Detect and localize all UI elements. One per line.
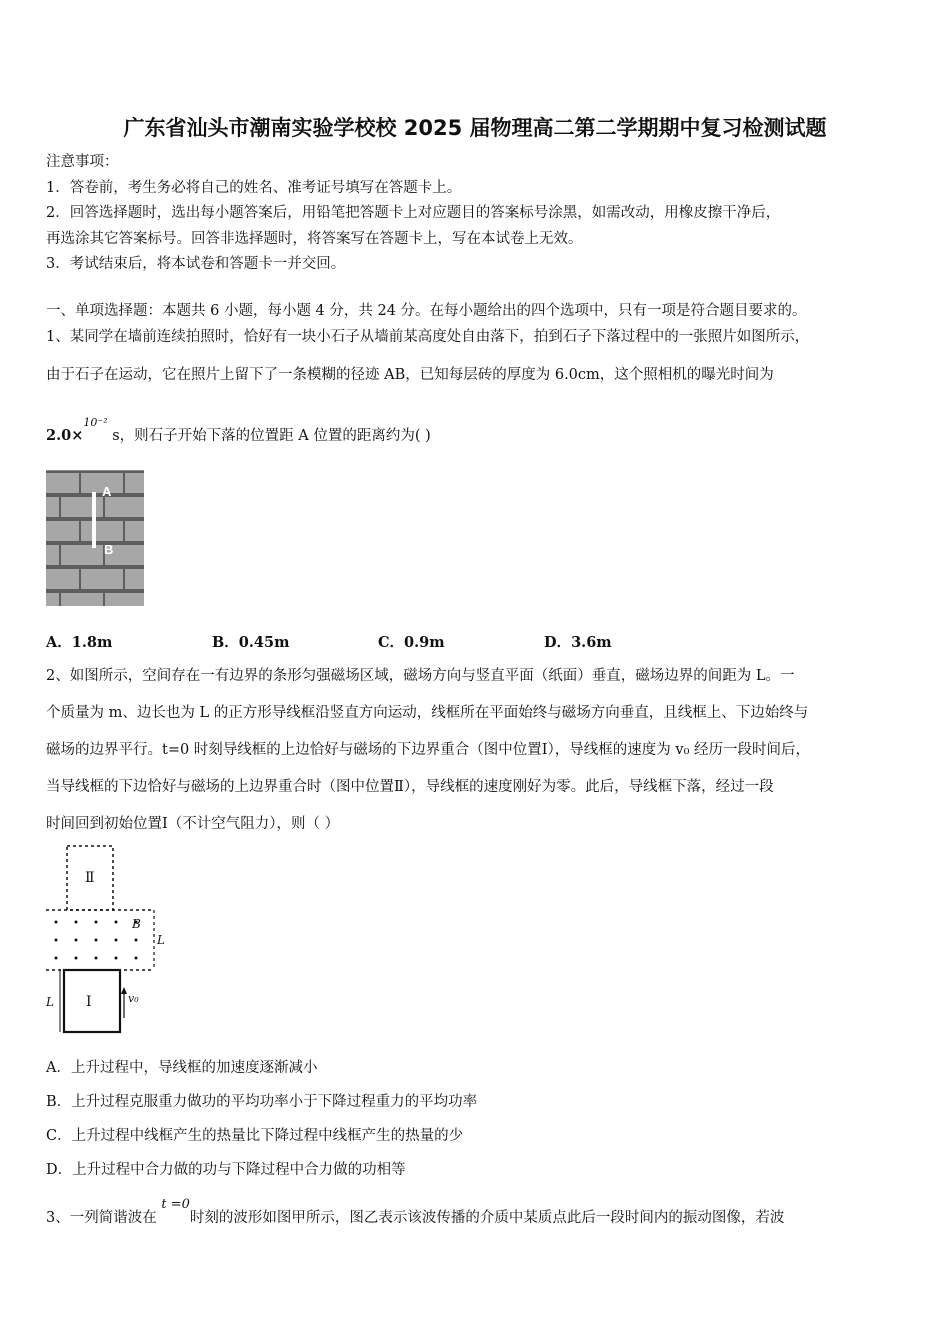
option-d[interactable]: D．3.6m [544, 634, 612, 651]
q1-question: s，则石子开始下落的位置距 A 位置的距离约为( ) [107, 428, 431, 444]
label-field-b: B [132, 917, 141, 931]
q2-text: 2、如图所示，空间存在一有边界的条形匀强磁场区域，磁场方向与竖直平面（纸面）垂直，磁场边界的间距为 L。一 [46, 668, 795, 684]
q1-coefficient: 2.0× [46, 427, 84, 444]
frame-position-1 [64, 970, 120, 1032]
stone-trail [92, 492, 96, 548]
option-b[interactable]: B．0.45m [212, 634, 290, 651]
q1-text-exposure [46, 416, 431, 447]
q2-option-c[interactable]: C．上升过程中线框产生的热量比下降过程中线框产生的热量的少 [46, 1128, 464, 1144]
option-c[interactable]: C．0.9m [378, 634, 445, 651]
q1-exponent: 10⁻² [83, 416, 108, 429]
notice-item: 1．答卷前，考生务必将自己的姓名、准考证号填写在答题卡上。 [46, 180, 462, 196]
notice-item: 3．考试结束后，将本试卷和答题卡一并交回。 [46, 256, 346, 272]
q2-option-d[interactable]: D．上升过程中合力做的功与下降过程中合力做的功相等 [46, 1162, 406, 1178]
notice-item: 再选涂其它答案标号。回答非选择题时，将答案写在答题卡上，写在本试卷上无效。 [46, 231, 583, 247]
notice-heading: 注意事项： [46, 154, 119, 170]
q2-text: 个质量为 m、边长也为 L 的正方形导线框沿竖直方向运动，线框所在平面始终与磁场方向垂直，且线框上、下边始终与 [46, 705, 809, 721]
q2-text: 磁场的边界平行。t=0 时刻导线框的上边恰好与磁场的下边界重合（图中位置Ⅰ），导线框的速度为 v₀ 经历一段时间后， [46, 742, 811, 758]
q3-text [46, 1197, 785, 1229]
q2-text: 当导线框的下边恰好与磁场的上边界重合时（图中位置Ⅱ），导线框的速度刚好为零。此后，导线框下落，经过一段 [46, 779, 774, 795]
q3-suffix: 时刻的波形如图甲所示，图乙表示该波传播的介质中某质点此后一段时间内的振动图像，若波 [189, 1210, 785, 1226]
page-title: 广东省汕头市潮南实验学校校 2025 届物理高二第二学期期中复习检测试题 [123, 116, 827, 140]
label-pos2: Ⅱ [85, 870, 95, 886]
q2-text: 时间回到初始位置Ⅰ（不计空气阻力），则（ ） [46, 816, 340, 832]
label-velocity: v₀ [128, 992, 139, 1005]
q3-formula: t =0 [161, 1197, 190, 1212]
label-pos1: Ⅰ [86, 994, 92, 1010]
q1-text: 1、某同学在墙前连续拍照时，恰好有一块小石子从墙前某高度处自由落下，拍到石子下落过程中的一张照片如图所示， [46, 329, 810, 345]
q3-prefix: 3、一列简谐波在 [46, 1210, 162, 1226]
label-gap-l: L [157, 933, 165, 947]
option-a[interactable]: A．1.8m [46, 634, 113, 651]
label-a: A [102, 484, 112, 499]
q1-options [46, 631, 612, 652]
section-heading: 一、单项选择题：本题共 6 小题，每小题 4 分，共 24 分。在每小题给出的四个选项中，只有一项是符合题目要求的。 [46, 303, 807, 319]
magnetic-field-diagram [42, 842, 172, 1038]
notice-item: 2．回答选择题时，选出每小题答案后，用铅笔把答题卡上对应题目的答案标号涂黑，如需改动，用橡皮擦干净后， [46, 205, 781, 221]
label-side-l: L [46, 995, 54, 1009]
label-b: B [104, 542, 114, 557]
brick-wall-photo [46, 470, 144, 606]
q1-text: 由于石子在运动，它在照片上留下了一条模糊的径迹 AB，已知每层砖的厚度为 6.0cm，这个照相机的曝光时间为 [46, 367, 774, 383]
q2-option-a[interactable]: A．上升过程中，导线框的加速度逐渐减小 [46, 1060, 318, 1076]
q2-option-b[interactable]: B．上升过程克服重力做功的平均功率小于下降过程重力的平均功率 [46, 1094, 478, 1110]
